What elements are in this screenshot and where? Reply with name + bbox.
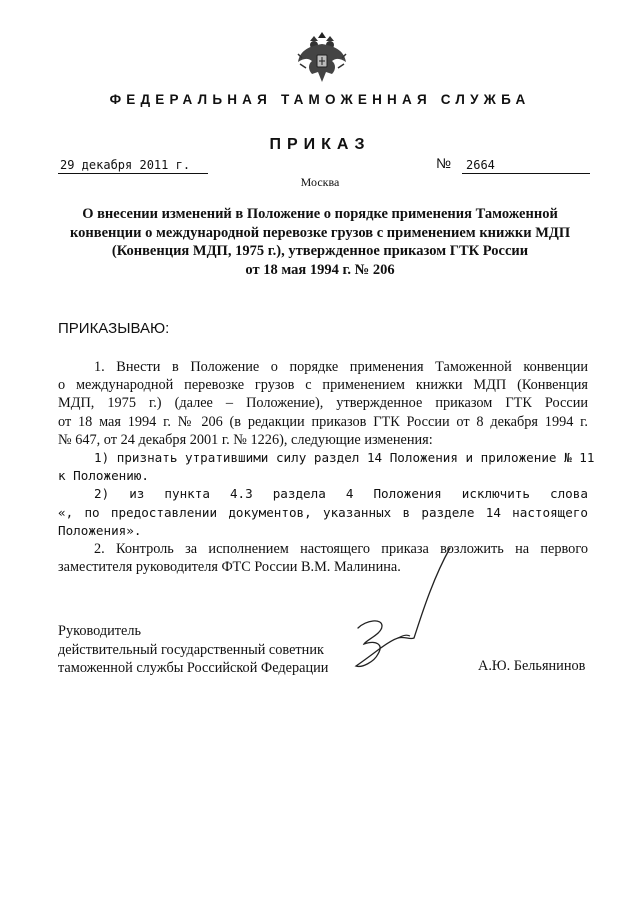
coat-of-arms-icon [296,28,348,86]
item-2-word: слова [550,486,588,502]
item-2-word: Положения [373,486,442,502]
paragraph-1-line: МДП, 1975 г.) (далее – Положение), утвержденное приказом ГТК России [58,395,588,412]
subject-line: О внесении изменений в Положение о порядке применения Таможенной [82,206,558,222]
item-2-line: Положения». [58,522,142,538]
signatory-title-line: действительный государственный советник [58,641,324,658]
item-2-line: «, по предоставлении документов, указанных в разделе 14 настоящего [58,504,588,520]
paragraph-1-line: 1. Внести в Положение о порядке применения Таможенной конвенции [94,359,588,375]
item-1-line: к Положению. [58,468,149,484]
item-1-line: 1) признать утратившими силу раздел 14 Положения и приложение № 11 [94,450,595,466]
signatory-title-line: Руководитель [58,623,142,639]
city: Москва [300,175,340,189]
order-date: 29 декабря 2011 г. [58,157,208,174]
item-2-word: 4.3 [229,486,253,502]
item-2-word: пункта [164,486,210,502]
order-directive: ПРИКАЗЫВАЮ: [58,320,170,337]
item-2-word: раздела [272,486,326,502]
paragraph-2-line: 2. Контроль за исполнением настоящего приказа возложить на первого [94,541,588,558]
signatory-title-line: таможенной службы Российской Федерации [58,660,329,676]
paragraph-1-line: № 647, от 24 декабря 2001 г. № 1226), следующие изменения: [58,431,433,448]
agency-name: ФЕДЕРАЛЬНАЯ ТАМОЖЕННАЯ СЛУЖБА [109,92,531,107]
item-2-first-line [58,485,588,503]
item-2-number: 2) [94,486,110,502]
subject-line: конвенции о международной перевозке грузов с применением книжки МДП [70,224,571,241]
item-2-word: 4 [345,486,354,502]
item-2-word: исключить [461,486,530,502]
item-2-word: из [129,486,145,502]
handwritten-signature [352,540,462,690]
subject-line: (Конвенция МДП, 1975 г.), утвержденное приказом ГТК России [111,243,529,259]
order-number-label: № [436,155,452,171]
order-number: 2664 [462,157,590,174]
paragraph-1-line: о международной перевозке грузов с применением книжки МДП (Конвенция [58,377,588,394]
subject-line: от 18 мая 1994 г. № 206 [245,261,395,278]
paragraph-1-line: от 18 мая 1994 г. № 206 (в редакции приказов ГТК России от 8 декабря 1994 г. [58,413,588,430]
signatory-name: А.Ю. Бельянинов [478,658,586,674]
order-subject [70,205,570,279]
signatory-title [58,622,328,678]
paragraph-2-line: заместителя руководителя ФТС России В.М. Малинина. [58,559,401,576]
order-body [58,358,595,576]
document-type: ПРИКАЗ [269,136,371,153]
